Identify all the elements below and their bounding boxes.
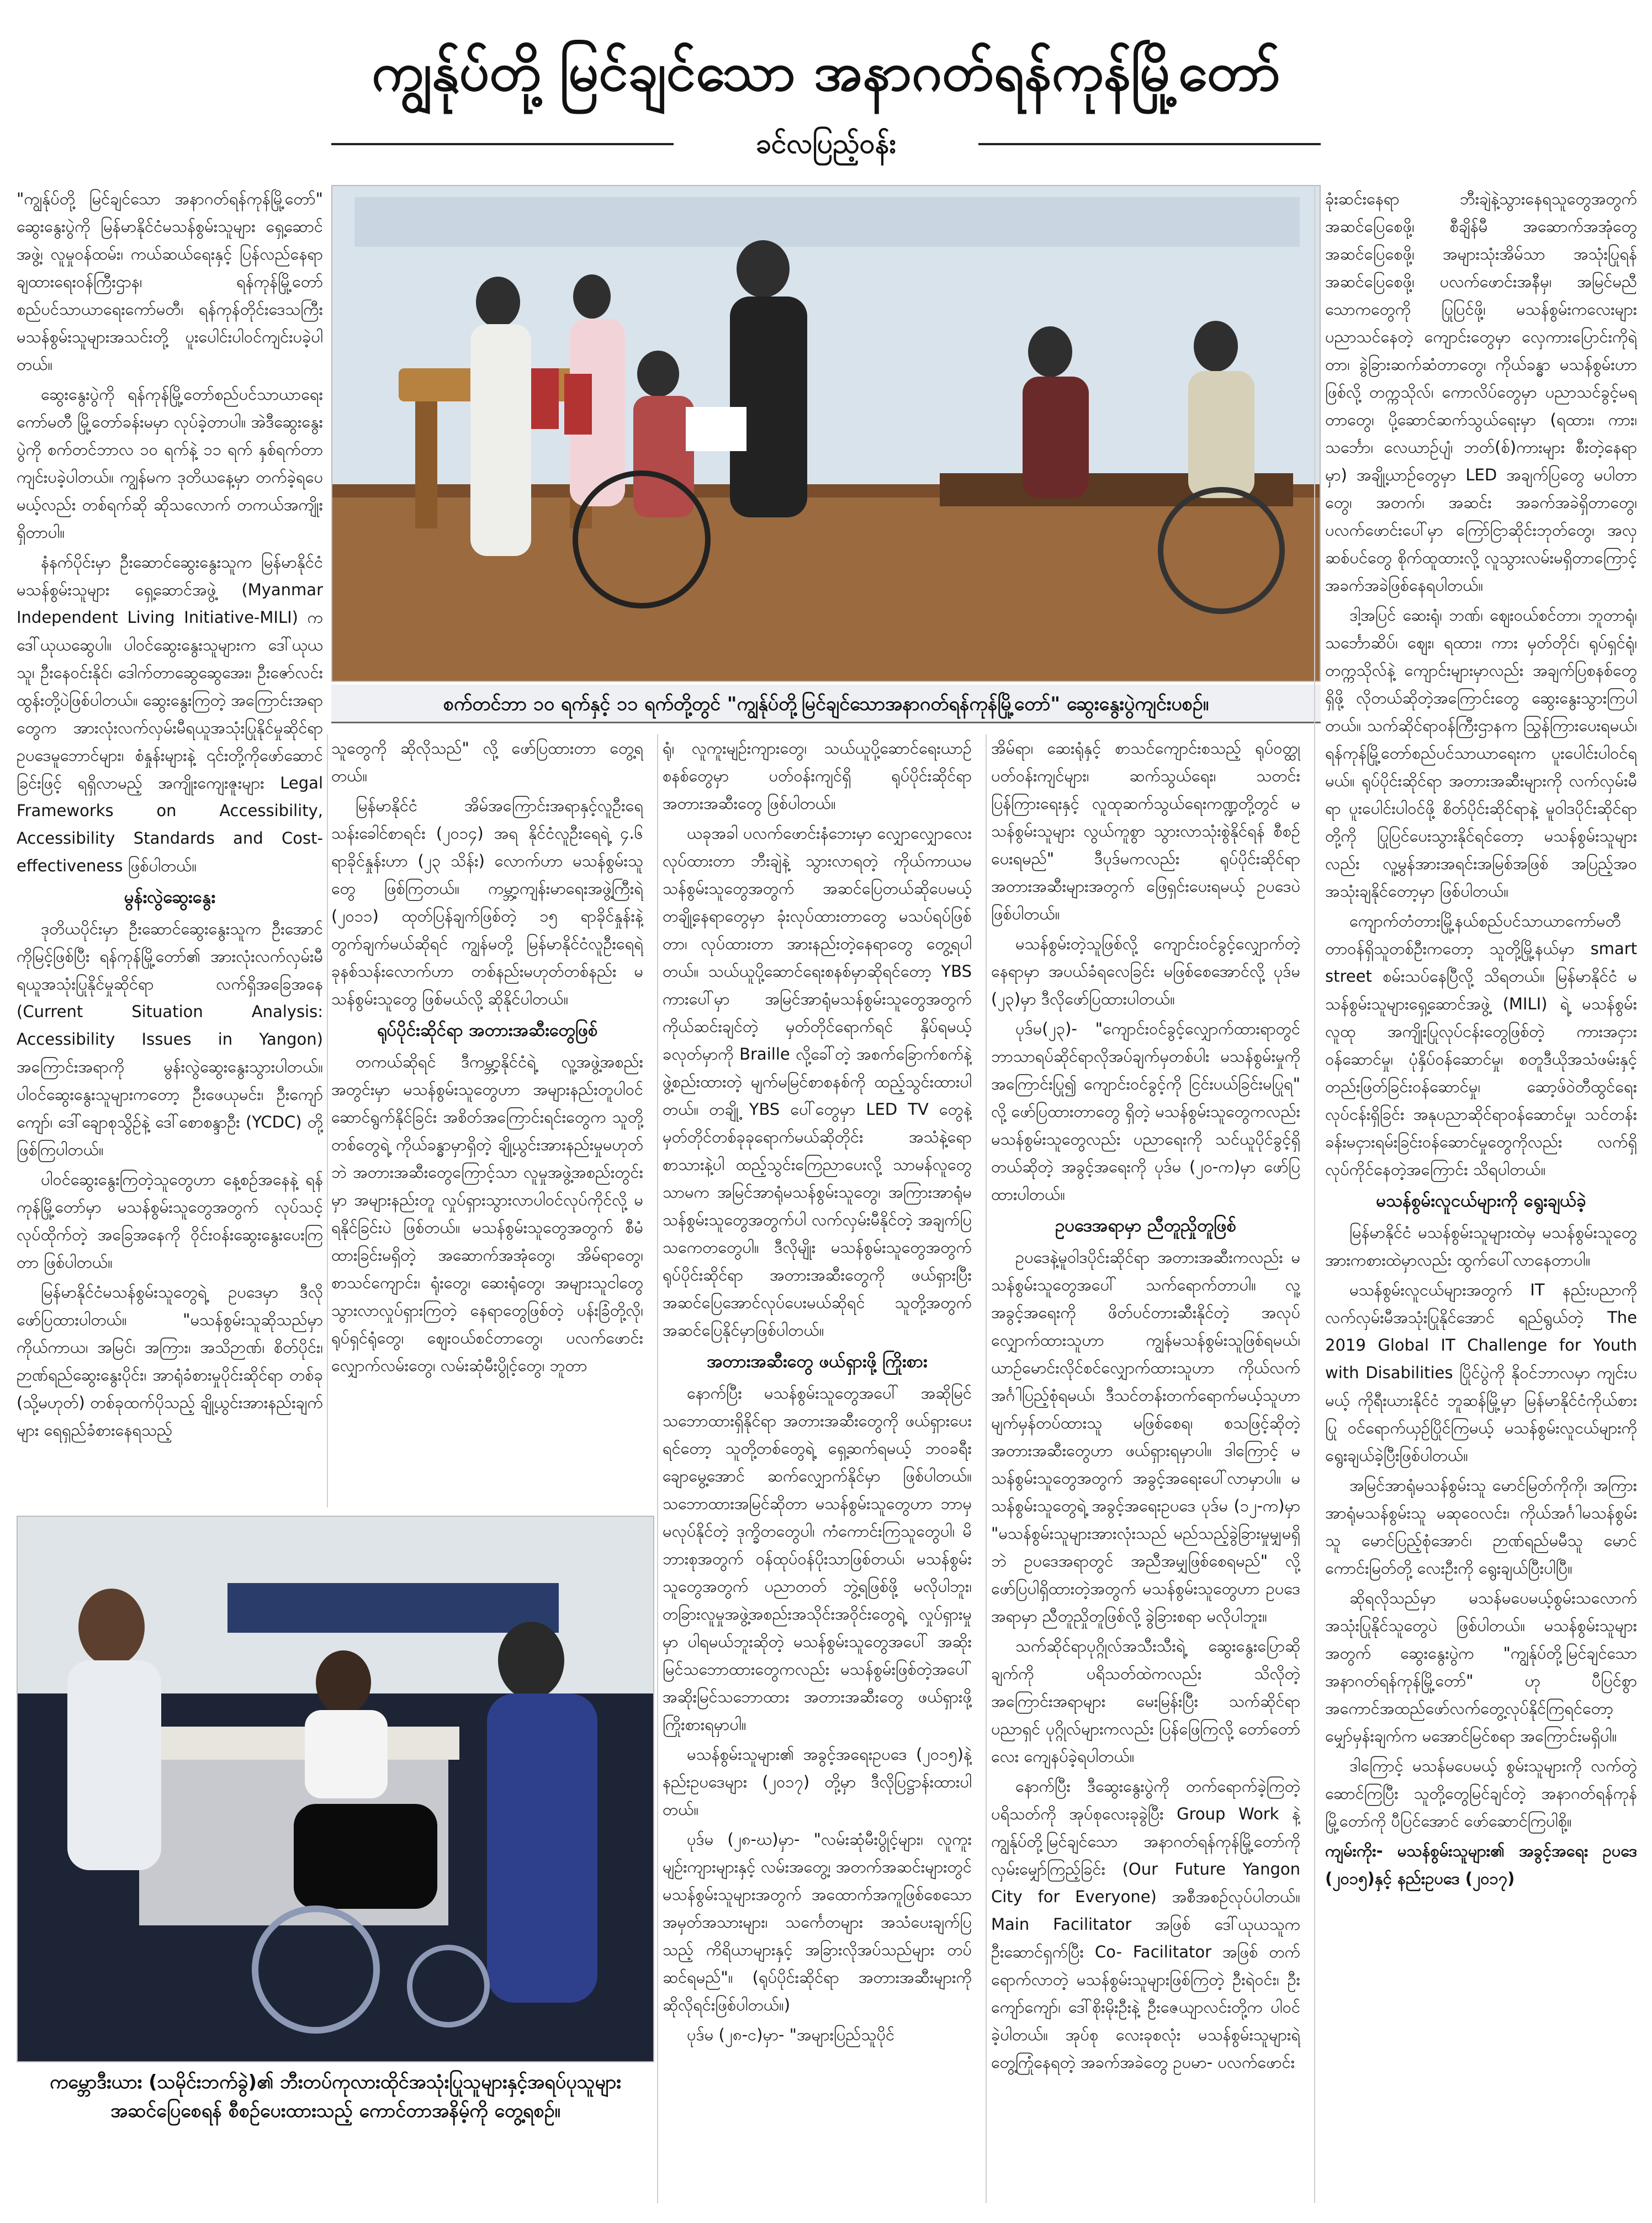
col3-para-6: ပုဒ်မ (၂၈-င)မှာ- "အများပြည်သူပိုင်: [687, 2025, 895, 2044]
col5-para-7: ဆိုရလိုသည်မှာ မသန်မပေမယ့်စွမ်းသလောက် အသုံးပြုနိုင်သူတွေပဲ ဖြစ်ပါတယ်။ မသန်စွမ်းသူများအတွက် ဆွေးနွေးပွဲက "ကျွန်ုပ်တို့မြင်ချင်သော အနာဂတ်ရန်ကုန်မြို့တော်" ဟု ပီပြင်စွာ အကောင်အထည်ဖော်လက်တွေ့လုပ်နိုင်ကြရင်တော့ မျှော်မှန်းချက်က မအောင်မြင်စရာ အကြောင်းမရှိပါ။: [1325, 1589, 1637, 1745]
event-stage-illustration: [332, 186, 1321, 682]
event-stage-photo: [331, 185, 1321, 682]
article-headline: ကျွန်ုပ်တို့ မြင်ချင်သော အနာဂတ်ရန်ကုန်မြို့တော်: [372, 41, 1280, 103]
col1-para-6: မြန်မာနိုင်ငံမသန်စွမ်းသူတွေရဲ့ ဥပဒေမှာ ဒီလိုဖော်ပြထားပါတယ်။ "မသန်စွမ်းသူဆိုသည်မှာ ကိုယ်ကာယ၊ အမြင်၊ အကြား၊ အသိဉာဏ်၊ စိတ်ပိုင်း၊ ဉာဏ်ရည်ဆွေးနွေးပိုင်း၊ အာရုံခံစားမှုပိုင်းဆိုင်ရာ တစ်ခု (သို့မဟုတ်) တစ်ခုထက်ပိုသည့် ချို့ယွင်းအားနည်းချက်များ ရေရှည်ခံစားနေရသည့်: [17, 1283, 323, 1439]
col3-para-4: မသန်စွမ်းသူများ၏ အခွင့်အရေးဥပဒေ (၂၀၁၅)နဲ့ နည်းဥပဒေများ (၂၀၁၇) တို့မှာ ဒီလိုပြဋ္ဌာန်းထားပါတယ်။: [663, 1745, 972, 1819]
col5-para-1: ခုံးဆင်းနေရာ ဘီးချဲနဲ့သွားနေရသူတွေအတွက် အဆင်ပြေစေဖို့၊ စီချိန်မီ အဆောက်အအုံတွေ အဆင်ပြေစေဖို့၊ အများသုံးအိမ်သာ အသုံးပြုရန် အဆင်ပြေစေဖို့၊ ပလက်ဖောင်းအနီမှ၊ အမြင်မညီသောကတွေကို ပြုပြင်ဖို့၊ မသန်စွမ်းကလေးများ ပညာသင်နေတဲ့ ကျောင်းတွေမှာ လှေကားပြောင်းကိုရဲ့ တာ၊ ခွဲခြားဆက်ဆံတာတွေ၊ ကိုယ်ခန္ဓာ မသန်စွမ်းဟာဖြစ်လို့ တက္ကသိုလ်၊ ကောလိပ်တွေမှာ ပညာသင်ခွင့်မရတာတွေ၊ ပို့ဆောင်ဆက်သွယ်ရေးမှာ (ရထား၊ ကား၊ သင်္ဘော၊ လေယာဉ်ပျံ၊ ဘတ်(စ်)ကားများ စီးတဲ့နေရာမှာ) အချို့ယာဉ်တွေမှာ LED အချက်ပြတွေ မပါတာတွေ၊ အတက်၊ အဆင်း အခက်အခဲရှိတာတွေ၊ ပလက်ဖောင်းပေါ်မှာ ကြော်ငြာဆိုင်းဘုတ်တွေ၊ အလှဆစ်ပင်တွေ စိုက်ထူထားလို့ လူသွားလမ်းမရှိတာကြောင့် အခက်အခဲဖြစ်နေရပါတယ်။: [1325, 189, 1637, 595]
col2-heading-1: ရုပ်ပိုင်းဆိုင်ရာ အတားအဆီးတွေဖြစ်: [377, 1020, 598, 1040]
low-counter-illustration: [18, 1517, 654, 2062]
col1-heading-1: မွန်းလွဲဆွေးနွေး: [124, 887, 216, 907]
col1-para-5: ပါဝင်ဆွေးနွေးကြတဲ့သူတွေဟာ နေ့စဉ်အနေနဲ့ ရန်ကုန်မြို့တော်မှာ မသန်စွမ်းသူတွေအတွက် လုပ်သင့်လုပ်ထိုက်တဲ့ အခြေအနေကို ဝိုင်းဝန်းဆွေးနွေးပေးကြတာ ဖြစ်ပါတယ်။: [17, 1170, 323, 1272]
column-2: [331, 734, 643, 1502]
col5-para-8: ဒါကြောင့် မသန်မပေမယ့် စွမ်းသူများကို လက်တွဲဆောင်ကြပြီး သူတို့တွေမြင်ချင်တဲ့ အနာဂတ်ရန်ကုန်မြို့တော်ကို ပီပြင်အောင် ဖော်ဆောင်ကြပါစို့။: [1325, 1756, 1637, 1830]
col2-para-1: သူတွေကို ဆိုလိုသည်" လို့ ဖော်ပြထားတာ တွေ့ရတယ်။: [331, 739, 643, 785]
byline-rule-right: [978, 143, 1321, 145]
col4-para-1: အိမ်ရာ၊ ဆေးရုံနှင့် စာသင်ကျောင်းစသည့် ရုပ်ဝတ္ထုပတ်ဝန်းကျင်များ၊ ဆက်သွယ်ရေး၊ သတင်းပြန်ကြားရေးနှင့် လူထုဆက်သွယ်ရေးကဏ္ဍတို့တွင် မသန်စွမ်းသူများ လွယ်ကူစွာ သွားလာသုံးစွဲနိုင်ရန် စီစဉ်ပေးရမည်" ဒီပုဒ်မကလည်း ရုပ်ပိုင်းဆိုင်ရာ အတားအဆီးများအတွက် ဖြေရှင်းပေးရမယ့် ဥပဒေပဲဖြစ်ပါတယ်။: [991, 739, 1300, 923]
column-5: [1325, 185, 1637, 2206]
col2-para-3: တကယ်ဆိုရင် ဒီကမ္ဘာ့နိုင်ငံရဲ့ လူ့အဖွဲ့အစည်းအတွင်းမှာ မသန်စွမ်းသူတွေဟာ အများနည်းတူပါဝင်ဆောင်ရွက်နိုင်ခြင်း အစိတ်အကြောင်းရင်းတွေက သူတို့တစ်တွေရဲ့ ကိုယ်ခန္ဓာမှာရှိတဲ့ ချို့ယွင်းအားနည်းမှုမဟုတ်ဘဲ အတားအဆီးတွေကြောင့်သာ လူမှုအဖွဲ့အစည်းတွင်းမှာ အများနည်းတူ လှုပ်ရှားသွားလာပါဝင်လုပ်ကိုင်လို့ မရနိုင်ခြင်းပဲ ဖြစ်တယ်။ မသန်စွမ်းသူတွေအတွက် စီမံထားခြင်းမရှိတဲ့ အဆောက်အအုံတွေ၊ အိမ်ရာတွေ၊ စာသင်ကျောင်း၊ ရုံးတွေ၊ ဆေးရုံတွေ၊ အများသူငါတွေ သွားလာလှုပ်ရှားကြတဲ့ နေရာတွေဖြစ်တဲ့ ပန်းခြံတို့လို၊ ရုပ်ရှင်ရုံတွေ၊ ဈေးဝယ်စင်တာတွေ၊ ပလက်ဖောင်းလျှောက်လမ်းတွေ၊ လမ်းဆုံမီးပွိုင့်တွေ၊ ဘူတာ: [331, 1052, 643, 1375]
col3-para-2: ယခုအခါ ပလက်ဖောင်းနံဘေးမှာ လျှောလျှောလေးလုပ်ထားတာ ဘီးချဲနဲ့ သွားလာရတဲ့ ကိုယ်ကာယမသန်စွမ်းသူတွေအတွက် အဆင်ပြေတယ်ဆိုပေမယ့် တချို့နေရာတွေမှာ ခုံးလုပ်ထားတာတွေ မသပ်ရပ်ဖြစ်တာ၊ လုပ်ထားတာ အားနည်းတဲ့နေရာတွေ တွေ့ရပါတယ်။ သယ်ယူပို့ဆောင်ရေးစနစ်မှာဆိုရင်တော့ YBS ကားပေါ်မှာ အမြင်အာရုံမသန်စွမ်းသူတွေအတွက် ကိုယ်ဆင်းချင်တဲ့ မှတ်တိုင်ရောက်ရင် နှိပ်ရမယ့် ခလုတ်မှာကို Braille လို့ခေါ်တဲ့ အစက်ခြောက်စက်နဲ့ ဖွဲ့စည်းထားတဲ့ မျက်မမြင်စာစနစ်ကို ထည့်သွင်းထားပါတယ်။ တချို့ YBS ပေါ်တွေမှာ LED TV တွေနဲ့ မှတ်တိုင်တစ်ခုခုရောက်မယ်ဆိုတိုင်း အသံနဲ့ရော စာသားနဲ့ပါ ထည့်သွင်းကြေညာပေးလို့ သာမန်လူတွေသာမက အမြင်အာရုံမသန်စွမ်းသူတွေ၊ အကြားအာရုံမသန်စွမ်းသူတွေအတွက်ပါ လက်လှမ်းမီနိုင်တဲ့ အချက်ပြသကေတတွေပါ။ ဒီလိုမျိုး မသန်စွမ်းသူတွေအတွက် ရုပ်ပိုင်းဆိုင်ရာ အတားအဆီးတွေကို ဖယ်ရှားပြီး အဆင်ပြေအောင်လုပ်ပေးမယ်ဆိုရင် သူတို့အတွက် အဆင်ပြေနိုင်မှာဖြစ်ပါတယ်။: [663, 824, 972, 1340]
low-counter-photo: [17, 1516, 654, 2062]
col3-para-3: နောက်ပြီး မသန်စွမ်းသူတွေအပေါ် အဆိုမြင်သဘောထားရှိနိုင်ရာ အတားအဆီးတွေကို ဖယ်ရှားပေးရင်တော့ သူတို့တစ်တွေရဲ့ ရှေ့ဆက်ရမယ့် ဘဝခရီး ချောမွေ့အောင် ဆက်လျှောက်နိုင်မှာ ဖြစ်ပါတယ်။ သဘောထားအမြင်ဆိုတာ မသန်စွမ်းသူတွေဟာ ဘာမှမလုပ်နိုင်တဲ့ ဒုက္ခိတတွေပါ၊ ကံကောင်းကြသူတွေပါ၊ မိဘားစုအတွက် ဝန်ထုပ်ဝန်ပိုးသာဖြစ်တယ်၊ မသန်စွမ်းသူတွေအတွက် ပညာတတ် ဘွဲ့ရဖြစ်ဖို့ မလိုပါဘူး၊ တခြားလူမှုအဖွဲ့အစည်းအသိုင်းအဝိုင်းတွေရဲ့ လှုပ်ရှားမှုမှာ ပါရမယ်ဘူးဆိုတဲ့ မသန်စွမ်းသူတွေအပေါ် အဆိုးမြင်သဘောထားတွေကလည်း မသန်စွမ်းဖြစ်တဲ့အပေါ် အဆိုးမြင်သဘောထား အတားအဆီးတွေ ဖယ်ရှားဖို့ ကြိုးစားရမှာပါ။: [663, 1384, 972, 1734]
col1-para-3: နံနက်ပိုင်းမှာ ဦးဆောင်ဆွေးနွေးသူက မြန်မာနိုင်ငံမသန်စွမ်းသူများ ရှေ့ဆောင်အဖွဲ့ (Myanmar Independent Living Initiative-MILI) က ဒေါ်ယုယဆွေပါ။ ပါဝင်ဆွေးနွေးသူများက ဒေါ်ယုယသူ၊ ဦးနေဝင်းနိုင်၊ ဒေါက်တာဆွေဆွေအေး၊ ဦးဇော်လင်းထွန်းတို့ပဲဖြစ်ပါတယ်။ ဆွေးနွေးကြတဲ့ အကြောင်းအရာတွေက အားလုံးလက်လှမ်းမီရယူအသုံးပြုနိုင်မှုဆိုင်ရာ ဥပဒေမူဘောင်များ၊ စံနှုန်းများနဲ့ ၎င်းတို့ကိုဖော်ဆောင်ခြင်းဖြင့် ရရှိလာမည့် အကျိုးကျေးဇူးများ Legal Frameworks on Accessibility, Accessibility Standards and Cost- effectiveness ဖြစ်ပါတယ်။: [17, 553, 323, 875]
author-name: ခင်လပြည့်ဝန်း: [755, 128, 897, 160]
column-3: [663, 734, 972, 2203]
col5-para-5: မသန်စွမ်းလူငယ်များအတွက် IT နည်းပညာကို လက်လှမ်းမီအသုံးပြုနိုင်အောင် ရည်ရွယ်တဲ့ The 2019 Global IT Challenge for Youth with Disabilities ပြိုင်ပွဲကို နိုဝင်ဘာလမှာ ကျင်းပမယ့် ကိုရီးယားနိုင်ငံ ဘူဆန်မြို့မှာ မြန်မာနိုင်ငံကိုယ်စားပြု ဝင်ရောက်ယှဉ်ပြိုင်ကြမယ့် မသန်စွမ်းလူငယ်များကို ရွေးချယ်ခဲ့ပြီးဖြစ်ပါတယ်။: [1325, 1280, 1637, 1465]
column-divider: [1314, 185, 1315, 2203]
col1-para-2: ဆွေးနွေးပွဲကို ရန်ကုန်မြို့တော်စည်ပင်သာယာရေးကော်မတီ မြို့တော်ခန်းမမှာ လုပ်ခဲ့တာပါ။ အဲဒီဆွေးနွေးပွဲကို စက်တင်ဘာလ ၁၀ ရက်နဲ့ ၁၁ ရက် နှစ်ရက်တာ ကျင်းပခဲ့ပါတယ်။ ကျွန်မက ဒုတိယနေ့မှာ တက်ခဲ့ရပေမယ့်လည်း တစ်ရက်ဆို ဆိုသလောက် တကယ်အကျိုးရှိတာပါ။: [17, 385, 323, 542]
column-4: [991, 734, 1300, 2203]
col4-para-4: ဥပဒေနဲ့မူဝါဒပိုင်းဆိုင်ရာ အတားအဆီးကလည်း မသန်စွမ်းသူတွေအပေါ် သက်ရောက်တာပါ။ လူ့အခွင့်အရေးကို ဖိတ်ပင်တားဆီးနိုင်တဲ့ အလုပ်လျှောက်ထားသူဟာ ကျွန်မသန်စွမ်းသူဖြစ်ရမယ်၊ ယာဉ်မောင်းလိုင်စင်လျှောက်ထားသူဟာ ကိုယ်လက်အင်္ဂါပြည့်စုံရမယ်၊ ဒီသင်တန်းတက်ရောက်မယ့်သူဟာ မျက်မှန်တပ်ထားသူ မဖြစ်စေရ၊ စသဖြင့်ဆိုတဲ့ အတားအဆီးတွေဟာ ဖယ်ရှားရမှာပါ။ ဒါကြောင့် မသန်စွမ်းသူတွေအတွက် အခွင့်အရေးပေါ်လာမှာပါ။ မသန်စွမ်းသူတွေရဲ့ အခွင့်အရေးဥပဒေ ပုဒ်မ (၁၂-က)မှာ "မသန်စွမ်းသူများအားလုံးသည် မည်သည့်ခွဲခြားမှုမျှမရှိဘဲ ဥပဒေအရာတွင် အညီအမျှဖြစ်စေရမည်" လို့ ဖော်ပြပါရှိထားတဲ့အတွက် မသန်စွမ်းသူတွေဟာ ဥပဒေအရာမှာ ညီတူညှိုတူဖြစ်လို့ ခွဲခြားစရာ မလိုပါဘူး။: [991, 1248, 1300, 1626]
column-divider: [657, 734, 658, 2203]
col4-para-6: နောက်ပြီး ဒီဆွေးနွေးပွဲကို တက်ရောက်ခဲ့ကြတဲ့ ပရိသတ်ကို အုပ်စုလေးခုခွဲပြီး Group Work နဲ့ ကျွန်ုပ်တို့မြင်ချင်သော အနာဂတ်ရန်ကုန်မြို့တော်ကို လှမ်းမျှော်ကြည့်ခြင်း (Our Future Yangon City for Everyone) အစီအစဉ်လုပ်ပါတယ်။ Main Facilitator အဖြစ် ဒေါ်ယုယသူက ဦးဆောင်ရှက်ပြီး Co- Facilitator အဖြစ် တက်ရောက်လာတဲ့ မသန်စွမ်းသူများဖြစ်ကြတဲ့ ဦးရဲဝင်း၊ ဦးကျော်ကျော်၊ ဒေါ်စိုးမိုးဦးနဲ့ ဦးဇေယျာလင်းတို့က ပါဝင်ခဲ့ပါတယ်။ အုပ်စု လေးခုစလုံး မသန်စွမ်းသူများရဲ့ တွေ့ကြုံနေရတဲ့ အခက်အခဲတွေ ဥပမာ- ပလက်ဖောင်း: [991, 1777, 1300, 2072]
col1-para-1: "ကျွန်ုပ်တို့ မြင်ချင်သော အနာဂတ်ရန်ကုန်မြို့တော်" ဆွေးနွေးပွဲကို မြန်မာနိုင်ငံမသန်စွမ်းသူများ ရှေ့ဆောင်အဖွဲ့၊ လူမှုဝန်ထမ်း၊ ကယ်ဆယ်ရေးနှင့် ပြန်လည်နေရာချထားရေးဝန်ကြီးဌာန၊ ရန်ကုန်မြို့တော် စည်ပင်သာယာရေးကော်မတီ၊ ရန်ကုန်တိုင်းဒေသကြီး မသန်စွမ်းသူများအသင်းတို့ ပူးပေါင်းပါဝင်ကျင်းပခဲ့ပါတယ်။: [17, 189, 323, 374]
column-divider: [327, 734, 328, 1507]
references: ကျမ်းကိုး- မသန်စွမ်းသူများ၏ အခွင့်အရေး ဥပဒေ (၂၀၁၅)နှင့် နည်းဥပဒေ (၂၀၁၇): [1325, 1841, 1637, 1888]
col5-para-2: ဒါ့အပြင် ဆေးရုံ၊ ဘဏ်၊ ဈေးဝယ်စင်တာ၊ ဘူတာရုံ၊ သင်္ဘောဆိပ်၊ ဈေး၊ ရထား၊ ကား မှတ်တိုင်၊ ရုပ်ရှင်ရုံ၊ တက္ကသိုလ်နဲ့ ကျောင်းများမှာလည်း အချက်ပြစနစ်တွေရှိဖို့ လိုတယ်ဆိုတဲ့အကြောင်းတွေ ဆွေးနွေးသွားကြပါတယ်။ သက်ဆိုင်ရာဝန်ကြီးဌာနက ဩွန်ကြားပေးရမယ်၊ ရန်ကုန်မြို့တော်စည်ပင်သာယာရေးက ပူးပေါင်းပါဝင်ရမယ်။ ရုပ်ပိုင်းဆိုင်ရာ အတားအဆီးများကို လက်လှမ်းမီရာ ပူးပေါင်းပါဝင်ဖို့ စိတ်ပိုင်းဆိုင်ရာနဲ့ မူဝါဒပိုင်းဆိုင်ရာတို့ကို ပြုပြင်ပေးသွားနိုင်ရင်တော့ မသန်စွမ်းသူများလည်း လူ့မွန်အားအရင်းအမြစ်အဖြစ် အပြည့်အဝအသုံးချနိုင်တော့မှာ ဖြစ်ပါတယ်။: [1325, 606, 1637, 901]
col5-para-6: အမြင်အာရုံမသန်စွမ်းသူ မောင်မြတ်ကိုကို၊ အကြားအာရုံမသန်စွမ်းသူ မဆုဝေလင်း၊ ကိုယ်အင်္ဂါမသန်စွမ်းသူ မောင်ပြည့်စုံအောင်၊ ဉာဏ်ရည်မမီသူ မောင်ကောင်းမြတ်တို့ လေးဦးကို ရွေးချယ်ပြီးပါပြီ။: [1325, 1476, 1637, 1578]
col5-para-3: ကျောက်တံတားမြို့နယ်စည်ပင်သာယာကော်မတီ တာဝန်ရှိသူတစ်ဦးကတော့ သူတို့မြို့နယ်မှာ smart street စမ်းသပ်နေပြီလို့ သိရတယ်။ မြန်မာနိုင်ငံ မသန်စွမ်းသူများရှေ့ဆောင်အဖွဲ့ (MILI) ရဲ့ မသန်စွမ်းလူထု အကျိုးပြုလုပ်ငန်းတွေဖြစ်တဲ့ ကားအငှားဝန်ဆောင်မှု၊ ပုံနှိပ်ဝန်ဆောင်မှု၊ စတူဒီယိုအသံဖမ်းနှင့် တည်းဖြတ်ခြင်းဝန်ဆောင်မှု၊ ဆော့ဖ်ဝဲတီထွင်ရေးလုပ်ငန်းရှိခြင်း အနုပညာဆိုင်ရာဝန်ဆောင်မှု၊ သင်တန်းခန်းမငှားရမ်းခြင်းဝန်ဆောင်မှုတွေကိုလည်း လက်ရှိလုပ်ကိုင်နေတဲ့အကြောင်း သိရပါတယ်။: [1325, 912, 1637, 1179]
column-divider: [986, 734, 987, 2203]
photo2-caption: ကမ္ဘောဒီးယား (သမိုင်းဘက်ခွဲ)၏ ဘီးတပ်ကုလားထိုင်အသုံးပြုသူများနှင့်အရပ်ပုသူများ အဆင်ပြေစေရန် စီစဉ်ပေးထားသည့် ကောင်တာအနိမ့်ကို တွေ့ရစဉ်။: [50, 2071, 621, 2122]
col1-para-4: ဒုတိယပိုင်းမှာ ဦးဆောင်ဆွေးနွေးသူက ဦးအောင်ကိုမြင့်ဖြစ်ပြီး ရန်ကုန်မြို့တော်၏ အားလုံးလက်လှမ်းမီရယူအသုံးပြုနိုင်မှုဆိုင်ရာ လက်ရှိအခြေအနေ (Current Situation Analysis: Accessibility Issues in Yangon) အကြောင်းအရာကို မွန်းလွဲဆွေးနွေးသွားပါတယ်။ ပါဝင်ဆွေးနွေးသူများကတော့ ဦးဖေယုမင်း၊ ဦးကျော်ကျော်၊ ဒေါ်ချောစုသွိဉ်နဲ့ ဒေါ်စောစန္ဒာဦး (YCDC) တို့ ဖြစ်ကြပါတယ်။: [17, 919, 323, 1159]
col3-heading-1: အတားအဆီးတွေ ဖယ်ရှားဖို့ ကြိုးစား: [707, 1352, 928, 1372]
col4-heading-1: ဥပဒေအရာမှာ ညီတူညှိုတူဖြစ်: [1055, 1216, 1236, 1236]
col2-para-2: မြန်မာနိုင်ငံ အိမ်အကြောင်းအရာနှင့်လူဦးရေ သန်းခေါင်စာရင်း (၂၀၁၄) အရ နိုင်ငံလူဦးရေရဲ့ ၄.၆ ရာခိုင်နှုန်းဟာ (၂၃ သိန်း) လောက်ဟာ မသန်စွမ်းသူတွေ ဖြစ်ကြတယ်။ ကမ္ဘာ့ကျန်းမာရေးအဖွဲ့ကြီးရဲ့ (၂၀၁၁) ထုတ်ပြန်ချက်ဖြစ်တဲ့ ၁၅ ရာခိုင်နှုန်းနဲ့ တွက်ချက်မယ်ဆိုရင် ကျွန်မတို့ မြန်မာနိုင်ငံလူဦးရေရဲ့ ခုနစ်သန်းလောက်ဟာ တစ်နည်းမဟုတ်တစ်နည်း မသန်စွမ်းသူတွေ ဖြစ်မယ်လို့ ဆိုနိုင်ပါတယ်။: [331, 796, 643, 1008]
col4-para-5: သက်ဆိုင်ရာပုဂ္ဂိုလ်အသီးသီးရဲ့ ဆွေးနွေးပြောဆိုချက်ကို ပရိသတ်ထဲကလည်း သိလိုတဲ့ အကြောင်းအရာများ မေးမြန်းပြီး သက်ဆိုင်ရာ ပညာရှင် ပုဂ္ဂိုလ်များကလည်း ပြန်ဖြေကြလို့ တော်တော်လေး ကျေနပ်ခဲ့ရပါတယ်။: [991, 1637, 1300, 1766]
col5-para-4: မြန်မာနိုင်ငံ မသန်စွမ်းသူများထဲမှ မသန်စွမ်းသူတွေ အားကစားထဲမှာလည်း ထွက်ပေါ်လာနေတာပါ။: [1325, 1223, 1637, 1269]
byline: [331, 124, 1321, 163]
col3-para-1: ရုံ၊ လူကူးမျဉ်းကျားတွေ၊ သယ်ယူပို့ဆောင်ရေးယာဉ်စနစ်တွေမှာ ပတ်ဝန်းကျင်ရှိ ရုပ်ပိုင်းဆိုင်ရာ အတားအဆီးတွေ ဖြစ်ပါတယ်။: [663, 739, 972, 813]
col5-heading-1: မသန်စွမ်းလူငယ်များကို ရွေးချယ်ခဲ့: [1376, 1191, 1586, 1211]
byline-rule-left: [331, 143, 674, 145]
col4-para-3: ပုဒ်မ(၂၃)- "ကျောင်းဝင်ခွင့်လျှောက်ထားရာတွင် ဘာသာရပ်ဆိုင်ရာလိုအပ်ချက်မှတစ်ပါး မသန်စွမ်းမှုကို အကြောင်းပြု၍ ကျောင်းဝင်ခွင့်ကို ငြင်းပယ်ခြင်းမပြုရ" လို့ ဖော်ပြထားတာတွေ ရှိတဲ့ မသန်စွမ်းသူတွေကလည်း မသန်စွမ်းသူတွေလည်း ပညာရေးကို သင်ယူပိုင်ခွင့်ရှိတယ်ဆိုတဲ့ အခွင့်အရေးကို ပုဒ်မ (၂၀-က)မှာ ဖော်ပြထားပါတယ်။: [991, 1019, 1300, 1204]
photo1-caption: စက်တင်ဘာ ၁၀ ရက်နှင့် ၁၁ ရက်တို့တွင် "ကျွန်ုပ်တို့မြင်ချင်သောအနာဂတ်ရန်ကုန်မြို့တော်" ဆွေးနွေးပွဲကျင်းပစဉ်။: [331, 685, 1321, 723]
column-1: [17, 185, 323, 1499]
col3-para-5: ပုဒ်မ (၂၈-ဃ)မှာ- "လမ်းဆုံမီးပွိုင့်များ၊ လူကူးမျဉ်းကျားများနှင့် လမ်းအတွေ့၊ အတက်အဆင်းများတွင် မသန်စွမ်းသူများအတွက် အထောက်အကူဖြစ်စေသော အမှတ်အသားများ၊ သင်္ကေတများ အသံပေးချက်ပြသည့် ကိရိယာများနှင့် အခြားလိုအပ်သည်များ တပ်ဆင်ရမည်"။ (ရုပ်ပိုင်းဆိုင်ရာ အတားအဆီးများကို ဆိုလိုရင်းဖြစ်ပါတယ်။): [663, 1830, 972, 2014]
col4-para-2: မသန်စွမ်းတဲ့သူဖြစ်လို့ ကျောင်းဝင်ခွင့်လျှောက်တဲ့နေရာမှာ အပယ်ခံရလေခြင်း မဖြစ်စေအောင်လို့ ပုဒ်မ (၂၃)မှာ ဒီလိုဖော်ပြထားပါတယ်။: [991, 934, 1300, 1008]
